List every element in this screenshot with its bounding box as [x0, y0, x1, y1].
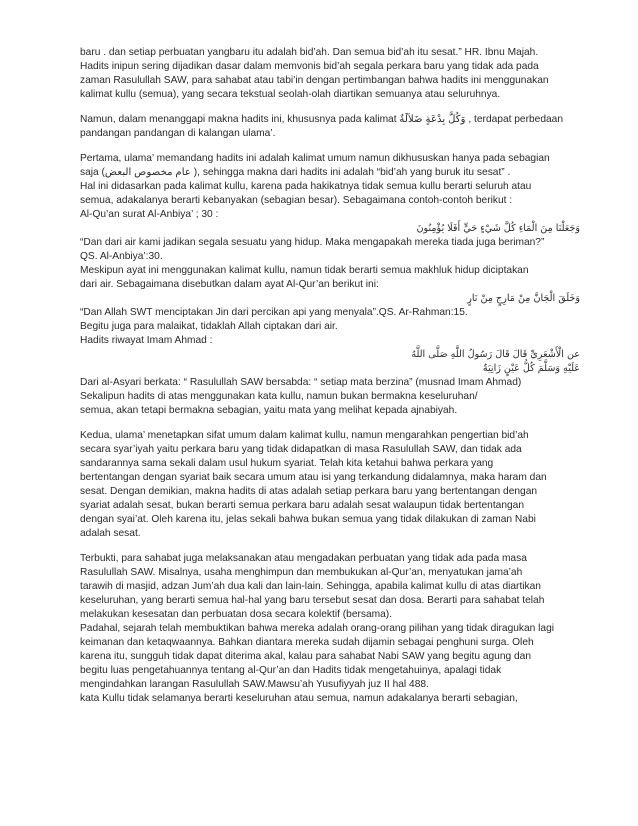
text-line: keimanan dan ketaqwaannya. Bahkan diantara mereka sudah dijamin sebagai penghuni surga. Oleh [80, 637, 534, 648]
text-line: semua, adakalanya berarti kebanyakan (sebagian besar). Sebagaimana contoh-contoh berikut : [80, 195, 513, 206]
text-line: zaman Rasulullah SAW, para sahabat atau tabi’in dengan pertimbangan bahwa hadits ini menggunakan [80, 75, 549, 86]
text-line: kalimat kullu (semua), yang secara tekstual seolah-olah diartikan semuanya atau seluruhnya. [80, 89, 501, 100]
text-line: Namun, dalam menanggapi makna hadits ini, khususnya pada kalimat وَكُلَّ بِدْعَةٍ ضَلاَلَةٌ , terdapat perbedaan [80, 114, 563, 125]
text-line: Al-Qu’an surat Al-Anbiya’ ; 30 : [80, 209, 219, 220]
text-line: Dari al-Asyari berkata: “ Rasulullah SAW bersabda: “ setiap mata berzina” (musnad Imam Ahmad) [80, 377, 522, 388]
text-line: secara syar’iyah yaitu perkara baru yang tidak didapatkan di masa Rasulullah SAW, dan tidak ada [80, 444, 522, 455]
paragraph-5 [80, 552, 580, 706]
text-line: Pertama, ulama’ memandang hadits ini adalah kalimat umum namun dikhususkan hanya pada sebagian [80, 153, 550, 164]
text-line: Sekalipun hadits di atas menggunakan kata kullu, namun bukan bermakna keseluruhan/ [80, 391, 478, 402]
text-line: dari air. Sebagaimana disebutkan dalam ayat Al-Qur’an berikut ini: [80, 279, 379, 290]
paragraph-1 [80, 46, 580, 102]
arabic-hadith: عَلَيْهِ وَسَلَّمَ كُلُّ عَيْنٍ زَانِيَةٌ [482, 363, 580, 374]
text-line: dengan syai’at. Oleh karena itu, jelas sekali bahwa bukan semua yang tidak dilakukan di zaman Nabi [80, 514, 536, 525]
text-line: baru . dan setiap perbuatan yangbaru itu adalah bid’ah. Dan semua bid’ah itu sesat.” HR. Ibnu Majah. [80, 47, 539, 58]
text-line: “Dan Allah SWT menciptakan Jin dari percikan api yang menyala”.QS. Ar-Rahman:15. [80, 307, 468, 318]
text-line: Padahal, sejarah telah membuktikan bahwa mereka adalah orang-orang pilihan yang tidak diragukan lagi [80, 623, 555, 634]
text-line: saja (عام مخصوص البعض ), sehingga makna dari hadits ini adalah “bid’ah yang buruk itu sesat” . [80, 167, 511, 178]
paragraph-3 [80, 152, 580, 418]
text-line: Kedua, ulama’ menetapkan sifat umum dalam kalimat kullu, namun mengarahkan pengertian bid’ah [80, 430, 529, 441]
text-line: Hadits riwayat Imam Ahmad : [80, 335, 213, 346]
text-line: bertentangan dengan syariat baik secara umum atau isi yang terkandung didalamnya, maka haram dan [80, 472, 547, 483]
text-line: karena itu, sungguh tidak dapat diterima akal, kalau para sahabat Nabi SAW yang begitu agung dan [80, 651, 532, 662]
text-line: begitu luas pengetahuannya tentang al-Qur’an dan Hadits tidak mengetahuinya, apalagi tidak [80, 665, 502, 676]
text-line: tarawih di masjid, adzan Jum’ah dua kali dan lain-lain. Sehingga, apabila kalimat kullu di atas diartikan [80, 581, 541, 592]
arabic-verse: وَخَلَقَ الْجَانَّ مِنْ مَارِجٍ مِنْ نَارٍ [467, 293, 580, 304]
text-line: kata Kullu tidak selamanya berarti keseluruhan atau semua, namun adakalanya berarti sebagian, [80, 693, 518, 704]
text-line: QS. Al-Anbiya’:30. [80, 251, 163, 262]
text-line: mengindahkan larangan Rasulullah SAW.Mawsu’ah Yusufiyyah juz II hal 488. [80, 679, 429, 690]
text-line: semua, akan tetapi bermakna sebagian, yaitu mata yang melihat kepada ajnabiyah. [80, 405, 458, 416]
arabic-verse: وَجَعَلْنَا مِنَ الْمَاءِ كُلَّ شَيْءٍ حَيٍّ أَفَلَا يُؤْمِنُونَ [416, 223, 580, 234]
text-line: Hadits inipun sering dijadikan dasar dalam memvonis bid’ah segala perkara baru yang tidak ada pada [80, 61, 539, 72]
text-line: pandangan pandangan di kalangan ulama’. [80, 128, 276, 139]
text-line: “Dan dari air kami jadikan segala sesuatu yang hidup. Maka mengapakah mereka tiada juga beriman?” [80, 237, 545, 248]
document-body [80, 46, 580, 717]
text-line: Rasulullah SAW. Misalnya, usaha menghimpun dan membukukan al-Qur’an, menyatukan jama’ah [80, 567, 523, 578]
text-line: adalah sesat. [80, 528, 141, 539]
text-line: Meskipun ayat ini menggunakan kalimat kullu, namun tidak berarti semua makhluk hidup diciptakan [80, 265, 529, 276]
arabic-hadith: عن الْأَشْعَرِيِّ قَالَ قَالَ رَسُولُ اللَّهِ صَلَّى اللَّهُ [411, 349, 580, 360]
text-line: syariat adalah sesat, bukan berarti semua perkara baru adalah sesat walaupun tidak bertentangan [80, 500, 525, 511]
text-line: sandarannya sama sekali dalam usul hukum syariat. Telah kita ketahui bahwa perkara yang [80, 458, 494, 469]
text-line: melakukan kesesatan dan perbuatan dosa secara kolektif (bersama). [80, 609, 393, 620]
text-line: Begitu juga para malaikat, tidaklah Allah ciptakan dari air. [80, 321, 338, 332]
text-line: sesat. Dengan demikian, makna hadits di atas adalah setiap perkara baru yang bertentangan dengan [80, 486, 538, 497]
text-line: Terbukti, para sahabat juga melaksanakan atau mengadakan perbuatan yang tidak ada pada masa [80, 553, 527, 564]
paragraph-4 [80, 429, 580, 541]
paragraph-2 [80, 113, 580, 141]
text-line: keseluruhan, yang berarti semua hal-hal yang baru tersebut sesat dan dosa. Berarti para sahabat telah [80, 595, 545, 606]
text-line: Hal ini didasarkan pada kalimat kullu, karena pada hakikatnya tidak semua kullu berarti seluruh atau [80, 181, 532, 192]
